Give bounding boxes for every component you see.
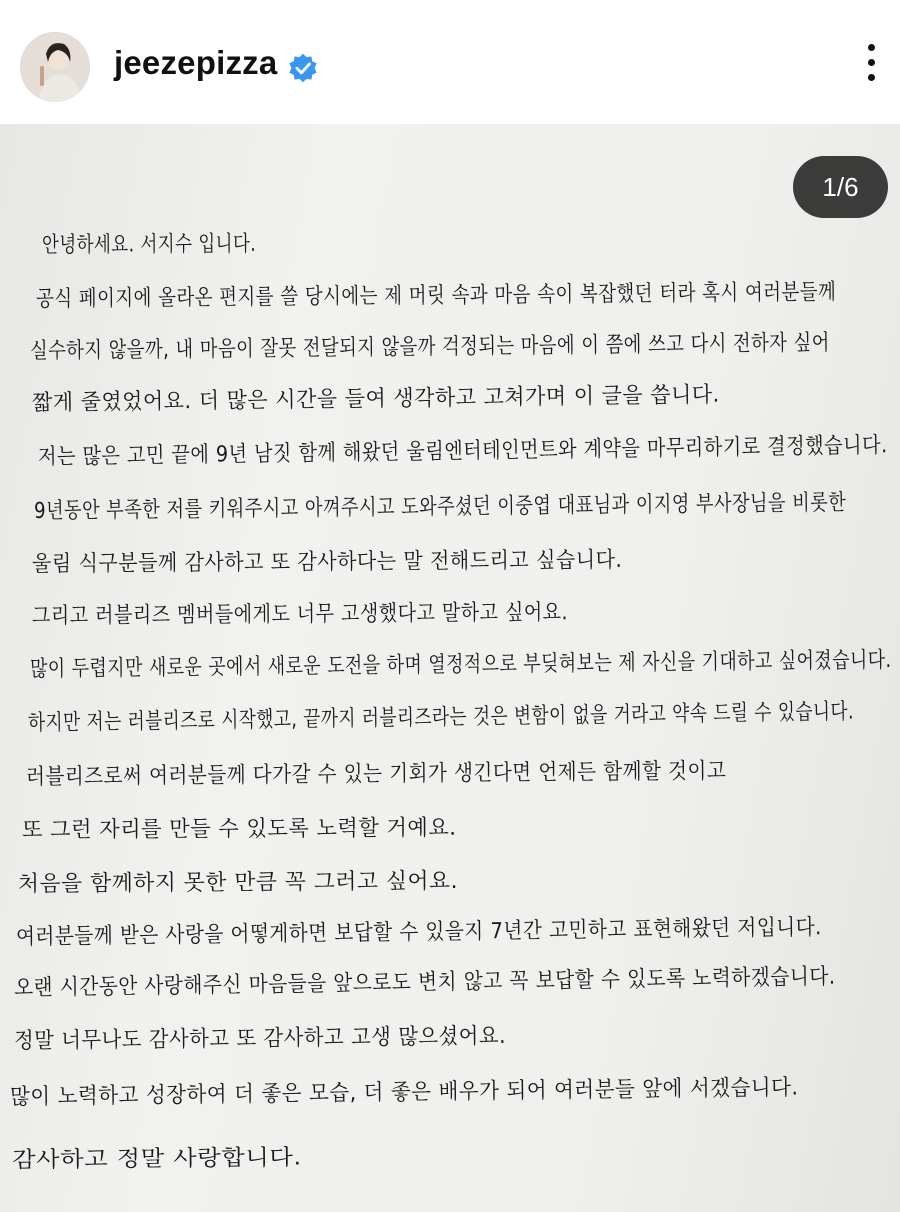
username[interactable]: jeezepizza [114, 44, 278, 81]
letter-line: 9년동안 부족한 저를 키워주시고 아껴주시고 도와주셨던 이중엽 대표님과 이지영 부사장님을 비롯한 [33, 490, 847, 524]
profile-avatar[interactable] [20, 32, 90, 102]
verified-badge-icon [287, 52, 319, 84]
letter-line: 여러분들께 받은 사랑을 어떻게하면 보답할 수 있을지 7년간 고민하고 표현해왔던 저입니다. [15, 915, 822, 950]
more-options-icon[interactable] [856, 44, 886, 92]
letter-line: 울림 식구분들께 감사하고 또 감사하다는 말 전해드리고 싶습니다. [31, 547, 623, 577]
letter-line: 감사하고 정말 사랑합니다. [11, 1145, 302, 1173]
post-image[interactable] [0, 124, 900, 1212]
letter-line: 많이 두렵지만 새로운 곳에서 새로운 도전을 하며 열정적으로 부딪혀보는 제 자신을 기대하고 싶어졌습니다. [29, 647, 892, 682]
letter-line: 공식 페이지에 올라온 편지를 쓸 당시에는 제 머릿 속과 마음 속이 복잡했던 터라 혹시 여러분들께 [35, 280, 837, 312]
letter-line: 정말 너무나도 감사하고 또 감사하고 고생 많으셨어요. [13, 1023, 507, 1054]
letter-line: 짧게 줄였었어요. 더 많은 시간을 들여 생각하고 고쳐가며 이 글을 씁니다. [31, 382, 720, 416]
letter-line: 실수하지 않을까, 내 마음이 잘못 전달되지 않을까 걱정되는 마음에 이 쯤에 쓰고 다시 전하자 싶어 [29, 330, 830, 364]
carousel-counter: 1/6 [793, 156, 888, 218]
letter-line: 하지만 저는 러블리즈로 시작했고, 끝까지 러블리즈라는 것은 변함이 없을 거라고 약속 드릴 수 있습니다. [27, 699, 855, 736]
letter-line: 안녕하세요. 서지수 입니다. [41, 231, 257, 258]
letter-line: 오랜 시간동안 사랑해주신 마음들을 앞으로도 변치 않고 꼭 보답할 수 있도록 노력하겠습니다. [13, 964, 836, 1001]
letter-line: 처음을 함께하지 못한 만큼 꼭 그러고 싶어요. [17, 868, 459, 897]
letter-line: 저는 많은 고민 끝에 9년 남짓 함께 해왔던 울림엔터테인먼트와 계약을 마무리하기로 결정했습니다. [37, 433, 888, 470]
post-header [0, 0, 900, 124]
letter-line: 러블리즈로써 여러분들께 다가갈 수 있는 기회가 생긴다면 언제든 함께할 것이고 [25, 758, 727, 790]
letter-line: 많이 노력하고 성장하여 더 좋은 모습, 더 좋은 배우가 되어 여러분들 앞에 서겠습니다. [9, 1075, 799, 1110]
letter-line: 또 그런 자리를 만들 수 있도록 노력할 거예요. [21, 815, 457, 843]
letter-line: 그리고 러블리즈 멤버들에게도 너무 고생했다고 말하고 싶어요. [31, 600, 569, 629]
